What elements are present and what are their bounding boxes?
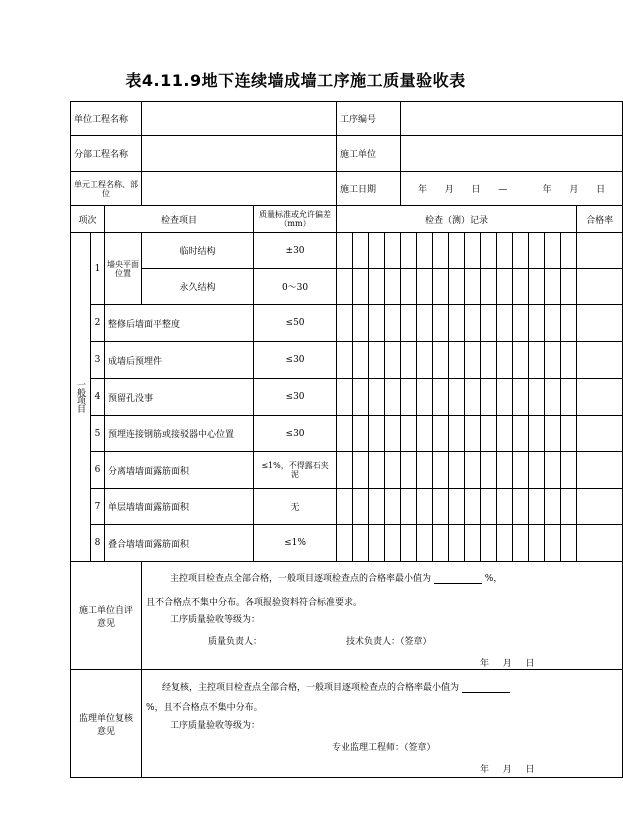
row-item: 成墙后预埋件 <box>105 342 254 379</box>
row-standard: ≤1%，不得露石夹泥 <box>254 452 337 489</box>
record-cell[interactable] <box>385 416 401 452</box>
item-no-header: 项次 <box>71 206 105 233</box>
row-sub-item: 临时结构 <box>142 233 254 269</box>
record-cell[interactable] <box>337 489 353 525</box>
row-standard: ≤30 <box>254 342 337 379</box>
record-cell[interactable] <box>369 269 385 305</box>
record-cell[interactable] <box>449 342 465 379</box>
record-cell[interactable] <box>561 489 577 525</box>
record-cell[interactable] <box>433 489 449 525</box>
record-cell[interactable] <box>417 379 433 416</box>
record-cell[interactable] <box>337 452 353 489</box>
record-cell[interactable] <box>513 489 529 525</box>
row-item: 预埋连接钢筋或接驳器中心位置 <box>105 416 254 452</box>
row-no: 3 <box>91 342 105 379</box>
record-cell[interactable] <box>353 489 369 525</box>
pass-rate-cell[interactable] <box>577 416 623 452</box>
record-cell[interactable] <box>545 233 561 269</box>
record-cell[interactable] <box>433 233 449 269</box>
record-cell[interactable] <box>401 305 417 342</box>
process-no-field[interactable] <box>401 102 623 136</box>
record-cell[interactable] <box>417 233 433 269</box>
record-cell[interactable] <box>353 452 369 489</box>
record-cell[interactable] <box>561 269 577 305</box>
record-cell[interactable] <box>513 305 529 342</box>
record-cell[interactable] <box>497 489 513 525</box>
contractor-label: 施工单位 <box>337 136 401 172</box>
record-cell[interactable] <box>529 525 545 562</box>
record-cell[interactable] <box>337 416 353 452</box>
self-eval-line1: 主控项目检查点全部合格，一般项目逐项检查点的合格率最小值为 <box>170 574 432 584</box>
record-cell[interactable] <box>529 269 545 305</box>
row-standard: ≤50 <box>254 305 337 342</box>
row-standard: 无 <box>254 489 337 525</box>
record-cell[interactable] <box>369 416 385 452</box>
record-cell[interactable] <box>513 233 529 269</box>
record-cell[interactable] <box>449 269 465 305</box>
self-eval-line2: 且不合格点不集中分布。各项报验资料符合标准要求。 <box>146 598 363 608</box>
record-cell[interactable] <box>337 342 353 379</box>
record-cell[interactable] <box>385 305 401 342</box>
row-item: 整修后墙面平整度 <box>105 305 254 342</box>
row-item: 单层墙墙面露筋面积 <box>105 489 254 525</box>
record-cell[interactable] <box>513 269 529 305</box>
pass-rate-cell[interactable] <box>577 489 623 525</box>
record-cell[interactable] <box>465 233 481 269</box>
record-cell[interactable] <box>497 342 513 379</box>
record-cell[interactable] <box>369 233 385 269</box>
records-header: 检查（测）记录 <box>337 206 577 233</box>
check-item-header: 检查项目 <box>105 206 254 233</box>
table-row <box>71 269 623 305</box>
record-cell[interactable] <box>385 233 401 269</box>
record-cell[interactable] <box>449 233 465 269</box>
construction-date-field[interactable]: 年 月 日 — 年 月 日 <box>401 172 623 206</box>
tech-lead-signature[interactable]: 技术负责人：（签章） <box>346 637 432 647</box>
row-no: 7 <box>91 489 105 525</box>
record-cell[interactable] <box>545 416 561 452</box>
contractor-field[interactable] <box>401 136 623 172</box>
record-cell[interactable] <box>481 379 497 416</box>
row-item: 叠合墙墙面露筋面积 <box>105 525 254 562</box>
record-cell[interactable] <box>385 342 401 379</box>
record-cell[interactable] <box>449 379 465 416</box>
record-cell[interactable] <box>417 489 433 525</box>
supervision-min-rate-blank[interactable] <box>462 692 510 693</box>
row-standard: ≤30 <box>254 416 337 452</box>
record-cell[interactable] <box>497 416 513 452</box>
record-cell[interactable] <box>433 342 449 379</box>
record-cell[interactable] <box>561 379 577 416</box>
record-cell[interactable] <box>433 379 449 416</box>
record-cell[interactable] <box>497 379 513 416</box>
record-cell[interactable] <box>401 525 417 562</box>
record-cell[interactable] <box>433 416 449 452</box>
record-cell[interactable] <box>529 416 545 452</box>
record-cell[interactable] <box>513 452 529 489</box>
record-cell[interactable] <box>337 379 353 416</box>
header-row-element-project <box>71 172 623 206</box>
record-cell[interactable] <box>369 489 385 525</box>
row-no: 6 <box>91 452 105 489</box>
record-cell[interactable] <box>433 269 449 305</box>
record-cell[interactable] <box>385 525 401 562</box>
table-row <box>71 305 623 342</box>
record-cell[interactable] <box>545 342 561 379</box>
record-cell[interactable] <box>433 452 449 489</box>
record-cell[interactable] <box>561 525 577 562</box>
record-cell[interactable] <box>481 489 497 525</box>
record-cell[interactable] <box>353 305 369 342</box>
table-row <box>71 416 623 452</box>
record-cell[interactable] <box>561 416 577 452</box>
record-cell[interactable] <box>449 305 465 342</box>
record-cell[interactable] <box>417 525 433 562</box>
record-cell[interactable] <box>529 305 545 342</box>
record-cell[interactable] <box>465 269 481 305</box>
process-no-label: 工序编号 <box>337 102 401 136</box>
pass-rate-cell[interactable] <box>577 342 623 379</box>
column-header-row <box>71 206 623 233</box>
record-cell[interactable] <box>529 233 545 269</box>
record-cell[interactable] <box>449 416 465 452</box>
supervision-line1: 经复核，主控项目检查点全部合格，一般项目逐项检查点的合格率最小值为 <box>162 683 460 693</box>
supervision-row <box>71 670 623 778</box>
record-cell[interactable] <box>417 416 433 452</box>
record-cell[interactable] <box>545 525 561 562</box>
record-cell[interactable] <box>481 233 497 269</box>
record-cell[interactable] <box>433 525 449 562</box>
unit-project-field[interactable] <box>142 102 337 136</box>
record-cell[interactable] <box>561 305 577 342</box>
record-cell[interactable] <box>545 489 561 525</box>
record-cell[interactable] <box>465 416 481 452</box>
record-cell[interactable] <box>481 416 497 452</box>
row-no: 4 <box>91 379 105 416</box>
table-row <box>71 525 623 562</box>
record-cell[interactable] <box>481 525 497 562</box>
record-cell[interactable] <box>401 452 417 489</box>
table-row <box>71 342 623 379</box>
record-cell[interactable] <box>481 342 497 379</box>
record-cell[interactable] <box>401 233 417 269</box>
record-cell[interactable] <box>497 452 513 489</box>
self-eval-line3: 工序质量验收等级为： <box>170 615 261 625</box>
record-cell[interactable] <box>401 416 417 452</box>
record-cell[interactable] <box>465 342 481 379</box>
record-cell[interactable] <box>513 379 529 416</box>
record-cell[interactable] <box>513 342 529 379</box>
record-cell[interactable] <box>417 452 433 489</box>
record-cell[interactable] <box>545 269 561 305</box>
record-cell[interactable] <box>545 452 561 489</box>
table-row <box>71 489 623 525</box>
record-cell[interactable] <box>449 452 465 489</box>
supervision-label: 监理单位复核意见 <box>71 670 142 778</box>
unit-project-label: 单位工程名称 <box>71 102 142 136</box>
self-eval-cell <box>142 562 623 670</box>
record-cell[interactable] <box>337 233 353 269</box>
record-cell[interactable] <box>561 452 577 489</box>
record-cell[interactable] <box>465 379 481 416</box>
record-cell[interactable] <box>545 305 561 342</box>
table-row <box>71 233 623 269</box>
record-cell[interactable] <box>465 525 481 562</box>
sub-project-field[interactable] <box>142 136 337 172</box>
record-cell[interactable] <box>401 269 417 305</box>
row-standard: ≤1% <box>254 525 337 562</box>
self-eval-label: 施工单位自评意见 <box>71 562 142 670</box>
record-cell[interactable] <box>561 233 577 269</box>
record-cell[interactable] <box>449 489 465 525</box>
table-row <box>71 452 623 489</box>
supervision-cell <box>142 670 623 778</box>
pass-rate-cell[interactable] <box>577 233 623 269</box>
record-cell[interactable] <box>369 452 385 489</box>
record-cell[interactable] <box>401 489 417 525</box>
record-cell[interactable] <box>369 342 385 379</box>
supervisor-signature[interactable]: 专业监理工程师：（签章） <box>332 743 436 753</box>
record-cell[interactable] <box>513 416 529 452</box>
record-cell[interactable] <box>529 379 545 416</box>
standard-header: 质量标准或允许偏差（mm） <box>254 206 337 233</box>
row-item: 墙央平面位置 <box>105 233 142 305</box>
self-eval-date[interactable]: 年 月 日 <box>480 659 535 669</box>
row-no: 5 <box>91 416 105 452</box>
header-row-sub-project <box>71 136 623 172</box>
supervision-line2: %，且不合格点不集中分布。 <box>146 703 263 713</box>
record-cell[interactable] <box>465 489 481 525</box>
record-cell[interactable] <box>353 342 369 379</box>
row-item: 分离墙墙面露筋面积 <box>105 452 254 489</box>
record-cell[interactable] <box>561 342 577 379</box>
record-cell[interactable] <box>465 305 481 342</box>
record-cell[interactable] <box>481 452 497 489</box>
record-cell[interactable] <box>497 233 513 269</box>
record-cell[interactable] <box>433 305 449 342</box>
element-project-label: 单元工程名称、部位 <box>71 172 142 206</box>
row-item: 预留孔没事 <box>105 379 254 416</box>
pass-rate-header: 合格率 <box>577 206 623 233</box>
supervision-line3: 工序质量验收等级为： <box>170 721 261 731</box>
row-sub-item: 永久结构 <box>142 269 254 305</box>
record-cell[interactable] <box>337 269 353 305</box>
record-cell[interactable] <box>497 269 513 305</box>
record-cell[interactable] <box>385 379 401 416</box>
row-standard: ≤30 <box>254 379 337 416</box>
record-cell[interactable] <box>337 525 353 562</box>
row-standard: 0～30 <box>254 269 337 305</box>
acceptance-table <box>70 101 623 778</box>
header-row-unit-project <box>71 102 623 136</box>
pass-rate-cell[interactable] <box>577 305 623 342</box>
pass-rate-cell[interactable] <box>577 525 623 562</box>
record-cell[interactable] <box>353 525 369 562</box>
self-eval-row <box>71 562 623 670</box>
record-cell[interactable] <box>481 305 497 342</box>
pass-rate-cell[interactable] <box>577 269 623 305</box>
record-cell[interactable] <box>481 269 497 305</box>
record-cell[interactable] <box>369 525 385 562</box>
element-project-field[interactable] <box>142 172 337 206</box>
record-cell[interactable] <box>353 233 369 269</box>
date-label: 施工日期 <box>337 172 401 206</box>
record-cell[interactable] <box>385 269 401 305</box>
self-eval-line1-suffix: %， <box>484 574 503 584</box>
record-cell[interactable] <box>401 379 417 416</box>
record-cell[interactable] <box>529 489 545 525</box>
record-cell[interactable] <box>513 525 529 562</box>
record-cell[interactable] <box>417 305 433 342</box>
record-cell[interactable] <box>385 452 401 489</box>
row-no: 1 <box>91 233 105 305</box>
record-cell[interactable] <box>465 452 481 489</box>
record-cell[interactable] <box>449 525 465 562</box>
pass-rate-cell[interactable] <box>577 452 623 489</box>
record-cell[interactable] <box>369 305 385 342</box>
table-row <box>71 379 623 416</box>
record-cell[interactable] <box>337 305 353 342</box>
record-cell[interactable] <box>545 379 561 416</box>
record-cell[interactable] <box>417 269 433 305</box>
record-cell[interactable] <box>529 342 545 379</box>
record-cell[interactable] <box>529 452 545 489</box>
row-no: 2 <box>91 305 105 342</box>
record-cell[interactable] <box>497 305 513 342</box>
record-cell[interactable] <box>353 379 369 416</box>
page-title: 表4.11.9地下连续墙成墙工序施工质量验收表 <box>125 71 466 90</box>
row-standard: ±30 <box>254 233 337 269</box>
quality-lead-signature[interactable]: 质量负责人： <box>208 637 263 647</box>
min-pass-rate-blank[interactable] <box>434 583 482 584</box>
group-label-cell <box>71 233 91 562</box>
row-no: 8 <box>91 525 105 562</box>
pass-rate-cell[interactable] <box>577 379 623 416</box>
record-cell[interactable] <box>497 525 513 562</box>
record-cell[interactable] <box>401 342 417 379</box>
sub-project-label: 分部工程名称 <box>71 136 142 172</box>
record-cell[interactable] <box>353 416 369 452</box>
record-cell[interactable] <box>353 269 369 305</box>
record-cell[interactable] <box>385 489 401 525</box>
record-cell[interactable] <box>369 379 385 416</box>
supervision-date[interactable]: 年 月 日 <box>480 765 535 775</box>
record-cell[interactable] <box>417 342 433 379</box>
group-label: 一般项目 <box>75 379 85 412</box>
